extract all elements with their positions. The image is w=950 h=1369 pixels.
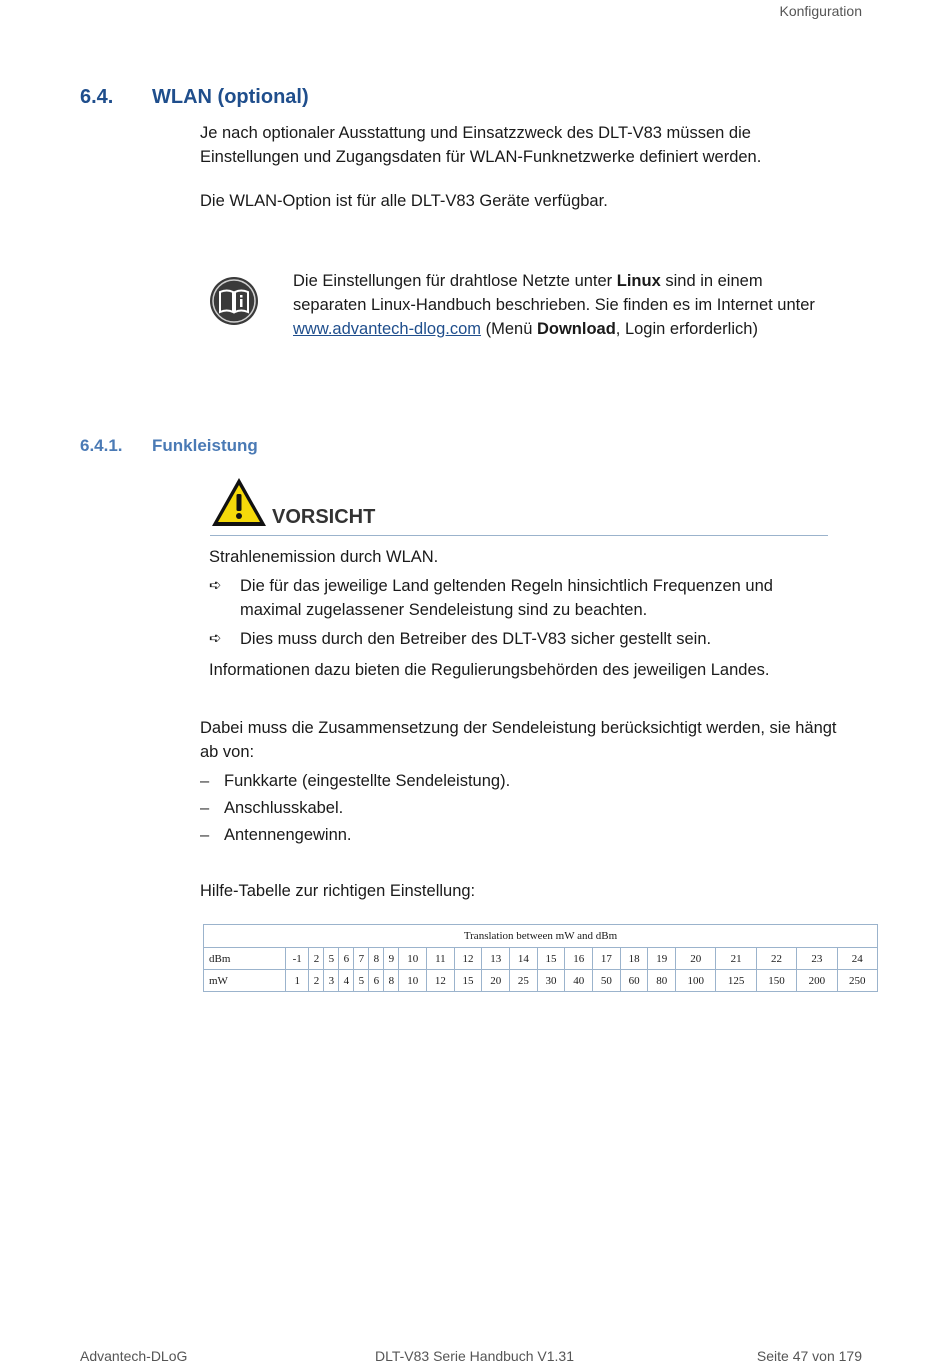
table-cell: 125 <box>716 970 756 992</box>
section-title: WLAN (optional) <box>152 86 309 108</box>
subsection-title: Funkleistung <box>152 436 258 455</box>
table-cell: 8 <box>384 970 399 992</box>
table-cell: 15 <box>454 970 482 992</box>
table-cell: 3 <box>324 970 339 992</box>
table-cell: 6 <box>369 970 384 992</box>
table-cell: 13 <box>482 948 510 970</box>
list-item: Antennengewinn. <box>224 826 352 844</box>
table-row-mw <box>204 970 878 992</box>
table-cell: 20 <box>482 970 510 992</box>
mw-dbm-table <box>203 924 878 992</box>
caution-item-2: Dies muss durch den Betreiber des DLT-V83 sicher gestellt sein. <box>240 630 712 648</box>
table-cell: 24 <box>837 948 877 970</box>
list-item: Funkkarte (eingestellte Sendeleistung). <box>224 772 511 790</box>
note-line-3: www.advantech-dlog.com (Menü Download, Login erforderlich) <box>293 320 758 338</box>
dash-bullet: – <box>200 772 210 790</box>
subsection-number: 6.4.1. <box>80 436 123 455</box>
table-cell: 7 <box>354 948 369 970</box>
table-cell: 10 <box>399 948 427 970</box>
dash-bullet: – <box>200 799 210 817</box>
table-cell: 15 <box>537 948 565 970</box>
table-cell: 50 <box>593 970 621 992</box>
table-cell: 9 <box>384 948 399 970</box>
table-cell: 60 <box>620 970 648 992</box>
table-cell: 21 <box>716 948 756 970</box>
body-paragraph-line-2: ab von: <box>200 743 255 761</box>
table-cell: 250 <box>837 970 877 992</box>
note-line-1: Die Einstellungen für drahtlose Netzte unter Linux sind in einem <box>293 272 763 290</box>
book-info-icon <box>209 276 259 326</box>
table-cell: 18 <box>620 948 648 970</box>
table-cell: 16 <box>565 948 593 970</box>
table-cell: 12 <box>427 970 455 992</box>
table-cell: 200 <box>797 970 837 992</box>
table-cell: 12 <box>454 948 482 970</box>
table-caption: Translation between mW and dBm <box>204 925 878 948</box>
section-paragraph-1-line-2: Einstellungen und Zugangsdaten für WLAN-Funknetzwerke definiert werden. <box>200 148 762 166</box>
caution-divider <box>210 535 828 536</box>
table-cell: 5 <box>324 948 339 970</box>
arrow-icon: ➪ <box>209 577 222 594</box>
table-cell: 100 <box>676 970 716 992</box>
warning-triangle-icon <box>210 476 268 528</box>
table-cell: 150 <box>756 970 796 992</box>
table-cell: -1 <box>286 948 309 970</box>
table-intro: Hilfe-Tabelle zur richtigen Einstellung: <box>200 882 476 900</box>
table-cell: 6 <box>339 948 354 970</box>
table-cell: 1 <box>286 970 309 992</box>
section-paragraph-2: Die WLAN-Option ist für alle DLT-V83 Geräte verfügbar. <box>200 192 608 210</box>
dash-bullet: – <box>200 826 210 844</box>
table-cell: 22 <box>756 948 796 970</box>
body-paragraph-line-1: Dabei muss die Zusammensetzung der Sendeleistung berücksichtigt werden, sie hängt <box>200 719 837 737</box>
footer-company: Advantech-DLoG <box>80 1348 188 1364</box>
table-cell: 10 <box>399 970 427 992</box>
caution-outro: Informationen dazu bieten die Regulierungsbehörden des jeweiligen Landes. <box>209 661 770 679</box>
table-cell: 80 <box>648 970 676 992</box>
note-line-2: separaten Linux-Handbuch beschrieben. Sie finden es im Internet unter <box>293 296 815 314</box>
table-cell: 4 <box>339 970 354 992</box>
caution-item-1-line-1: Die für das jeweilige Land geltenden Regeln hinsichtlich Frequenzen und <box>240 577 773 595</box>
table-cell: 19 <box>648 948 676 970</box>
header-chapter: Konfiguration <box>779 3 862 19</box>
table-cell: 40 <box>565 970 593 992</box>
table-cell: 23 <box>797 948 837 970</box>
caution-title: VORSICHT <box>272 506 376 528</box>
table-cell: 14 <box>510 948 538 970</box>
section-paragraph-1-line-1: Je nach optionaler Ausstattung und Einsatzzweck des DLT-V83 müssen die <box>200 124 751 142</box>
footer-page-number: Seite 47 von 179 <box>756 1348 862 1364</box>
caution-intro: Strahlenemission durch WLAN. <box>209 548 439 566</box>
section-number: 6.4. <box>80 86 114 108</box>
caution-item-1-line-2: maximal zugelassener Sendeleistung sind zu beachten. <box>240 601 648 619</box>
table-cell: 8 <box>369 948 384 970</box>
table-cell: 2 <box>309 948 324 970</box>
website-link[interactable]: www.advantech-dlog.com <box>293 320 482 338</box>
table-cell: 5 <box>354 970 369 992</box>
row-label-mw: mW <box>204 970 286 992</box>
table-cell: 30 <box>537 970 565 992</box>
table-row-dbm <box>204 948 878 970</box>
footer-document-title: DLT-V83 Serie Handbuch V1.31 <box>375 1348 574 1364</box>
list-item: Anschlusskabel. <box>224 799 344 817</box>
table-cell: 25 <box>510 970 538 992</box>
table-cell: 2 <box>309 970 324 992</box>
table-cell: 11 <box>427 948 455 970</box>
arrow-icon: ➪ <box>209 630 222 647</box>
row-label-dbm: dBm <box>204 948 286 970</box>
table-cell: 17 <box>593 948 621 970</box>
table-cell: 20 <box>676 948 716 970</box>
